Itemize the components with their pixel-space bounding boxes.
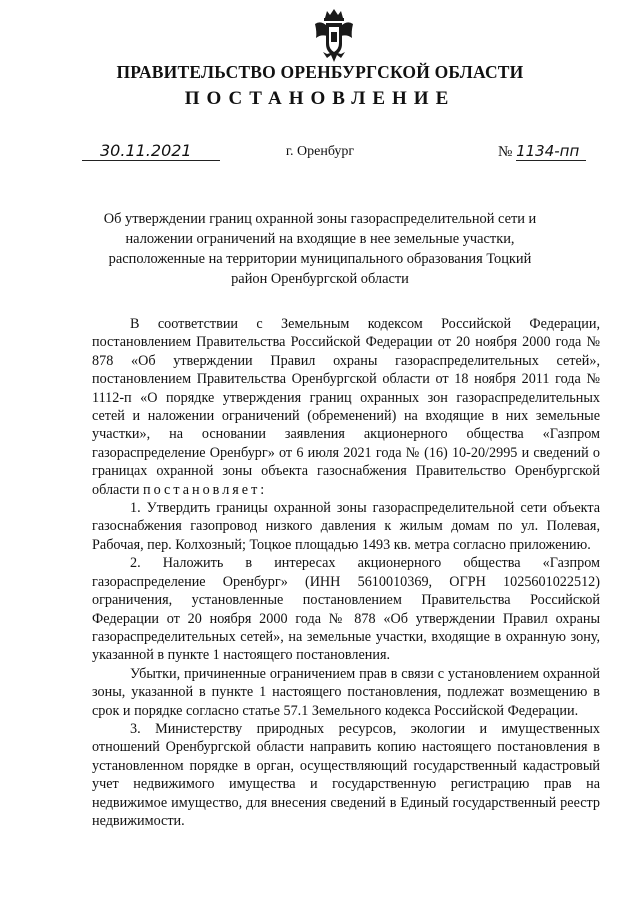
org-title: ПРАВИТЕЛЬСТВО ОРЕНБУРГСКОЙ ОБЛАСТИ bbox=[116, 62, 524, 82]
item-1-paragraph: 1. Утвердить границы охранной зоны газораспределительной сети объекта газоснабжения газопровод низкого давления к жилым домам по ул. Полевая, Рабочая, пер. Колхозный; Тоцкое площадью 1493 кв. метра согласно приложению. bbox=[92, 500, 600, 553]
number-value: 1134-пп bbox=[516, 142, 586, 161]
document-body bbox=[92, 315, 600, 830]
document-type: ПОСТАНОВЛЕНИЕ bbox=[184, 88, 456, 109]
item-2-paragraph: 2. Наложить в интересах акционерного общества «Газпром газораспределение Оренбург» (ИНН 5610010369, ОГРН 1025601022512) ограничения, установленные постановлением Правительства Российской Федерации от 20 ноября 2000 года № 878 «Об утверждении Правил охраны газораспределительных сетей», на земельные участки, входящие в охранную зону, указанной в пункте 1 настоящего постановления. bbox=[92, 555, 600, 664]
document-subject: Об утверждении границ охранной зоны газораспределительной сети и наложении ограничений на входящие в нее земельные участки, расположенные на территории муниципального образования Тоцкий район Оренбургской области bbox=[103, 211, 537, 287]
losses-paragraph: Убытки, причиненные ограничением прав в связи с установлением охранной зоны, указанной в пункте 1 настоящего постановления, подлежат возмещению в срок и порядке согласно статье 57.1 Земельного кодекса Российской Федерации. bbox=[92, 665, 600, 719]
preamble-text: В соответствии с Земельным кодексом Российской Федерации, постановлением Правительства Российской Федерации от 20 ноября 2000 года № 878 «Об утверждении Правил охраны газораспределительных сетей», постановлением Правительства Оренбургской области от 18 ноября 2011 года № 1112-п «О порядке утверждения границ охранных зон газораспределительных сетей и наложении ограничений (обременений) на входящие в них земельные участки», на основании заявления акционерного общества «Газпром газораспределение Оренбург» от 6 июля 2021 года № (16) 10-20/2995 и сведений о границах охранной зоны объекта газоснабжения Правительство Оренбургской области bbox=[92, 316, 600, 498]
document-city: г. Оренбург bbox=[285, 144, 355, 159]
preamble-paragraph bbox=[92, 315, 600, 499]
decree-word: постановляет: bbox=[142, 481, 268, 498]
coat-of-arms-icon bbox=[313, 8, 355, 64]
number-sign: № bbox=[498, 144, 513, 160]
meta-row bbox=[0, 142, 640, 166]
document-number bbox=[498, 142, 586, 161]
document-date: 30.11.2021 bbox=[82, 142, 220, 161]
item-3-paragraph: 3. Министерству природных ресурсов, экологии и имущественных отношений Оренбургской области направить копию настоящего постановления в установленном порядке в орган, осуществляющий государственный кадастровый учет недвижимого имущества и государственную регистрацию прав на недвижимое имущество, для внесения сведений в Единый государственный реестр недвижимости. bbox=[92, 720, 600, 829]
